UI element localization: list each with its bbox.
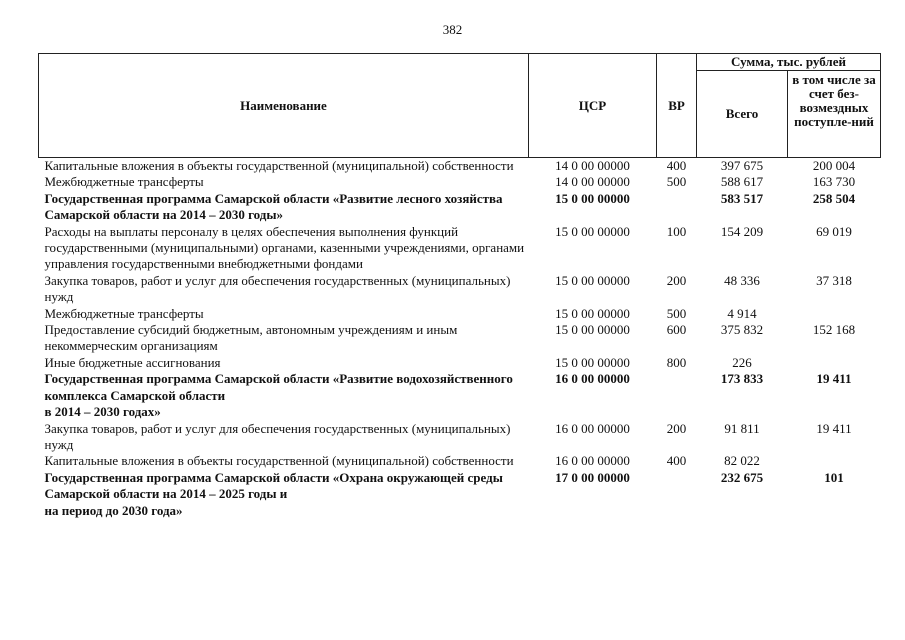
- row-vr: 500: [666, 305, 687, 321]
- row-free: [788, 355, 881, 371]
- row-total: 397 675: [720, 158, 764, 173]
- row-vr: 200: [666, 420, 687, 436]
- header-csr: ЦСР: [529, 54, 657, 158]
- row-vr: [657, 191, 697, 224]
- row-vr: 600: [666, 322, 687, 338]
- header-sum: Сумма, тыс. рублей: [697, 54, 881, 71]
- header-total: Всего: [697, 71, 788, 158]
- table-row: [39, 158, 881, 175]
- row-vr: [657, 470, 697, 519]
- row-csr: 16 0 00 00000: [555, 420, 630, 436]
- row-total: 588 617: [720, 174, 764, 190]
- row-csr: 15 0 00 00000: [555, 305, 630, 321]
- table-row: [39, 306, 881, 322]
- row-total: 226: [732, 354, 752, 370]
- row-free: [788, 453, 881, 469]
- row-total: 91 811: [724, 420, 760, 436]
- row-csr: 15 0 00 00000: [555, 354, 630, 370]
- row-csr: 14 0 00 00000: [555, 174, 630, 190]
- row-name: Государственная программа Самарской области «Развитие водохозяйственного комплекса Самарской области в 2014 – 2030 годах»: [44, 371, 513, 420]
- table-row: [39, 470, 881, 519]
- row-csr: 16 0 00 00000: [555, 371, 630, 387]
- table-header: [39, 54, 881, 158]
- row-name: Межбюджетные трансферты: [44, 305, 204, 321]
- row-vr: 500: [666, 174, 687, 190]
- row-csr: 15 0 00 00000: [555, 272, 630, 288]
- row-free: 37 318: [816, 272, 852, 288]
- row-total: 154 209: [720, 223, 764, 239]
- row-csr: 15 0 00 00000: [555, 322, 630, 338]
- row-vr: 400: [666, 453, 687, 469]
- row-vr: 400: [666, 158, 687, 173]
- table-row: [39, 224, 881, 273]
- row-name: Государственная программа Самарской области «Охрана окружающей среды Самарской области на 2014 – 2025 годы и на период до 2030 года»: [44, 469, 503, 518]
- row-free: 69 019: [816, 223, 852, 239]
- table-row: [39, 421, 881, 454]
- header-vr: ВР: [657, 54, 697, 158]
- row-name: Государственная программа Самарской области «Развитие лесного хозяйства Самарской области на 2014 – 2030 годы»: [44, 190, 503, 223]
- table-row: [39, 453, 881, 469]
- row-csr: 15 0 00 00000: [555, 223, 630, 239]
- row-free: [788, 306, 881, 322]
- row-total: 583 517: [720, 190, 764, 206]
- row-vr: 800: [666, 354, 687, 370]
- row-free: 19 411: [816, 371, 852, 387]
- table-row: [39, 322, 881, 355]
- row-vr: 100: [666, 223, 687, 239]
- row-vr: [657, 371, 697, 420]
- row-name: Расходы на выплаты персоналу в целях обеспечения выполнения функций государственными (муниципальными) органами, казенными учреждениями, органами управления государственными внебюджетными фондами: [44, 223, 525, 272]
- page-number: 382: [442, 22, 463, 37]
- row-total: 232 675: [720, 469, 764, 485]
- table-row: [39, 174, 881, 190]
- row-total: 48 336: [724, 272, 760, 288]
- table-row: [39, 355, 881, 371]
- row-csr: 15 0 00 00000: [555, 190, 630, 206]
- row-csr: 16 0 00 00000: [555, 453, 630, 469]
- row-free: 163 730: [812, 174, 856, 190]
- table-row: [39, 191, 881, 224]
- row-free: 152 168: [812, 322, 856, 338]
- row-name: Иные бюджетные ассигнования: [44, 354, 221, 370]
- row-name: Капитальные вложения в объекты государственной (муниципальной) собственности: [44, 453, 514, 469]
- table-row: [39, 371, 881, 420]
- row-free: 200 004: [812, 158, 856, 173]
- row-name: Межбюджетные трансферты: [44, 174, 204, 190]
- row-name: Предоставление субсидий бюджетным, автономным учреждениям и иным некоммерческим организациям: [44, 322, 458, 354]
- row-free: 19 411: [816, 420, 852, 436]
- row-name: Закупка товаров, работ и услуг для обеспечения государственных (муниципальных) нужд: [44, 272, 511, 305]
- row-total: 82 022: [724, 453, 760, 469]
- row-free: 258 504: [812, 190, 856, 206]
- header-name: Наименование: [39, 54, 529, 158]
- header-free: в том числе за счет без-возмездных поступле-ний: [788, 71, 881, 158]
- row-csr: 14 0 00 00000: [555, 158, 630, 173]
- table-row: [39, 273, 881, 306]
- row-name: Закупка товаров, работ и услуг для обеспечения государственных (муниципальных) нужд: [44, 420, 511, 452]
- budget-table-container: [38, 53, 880, 519]
- budget-table: [38, 53, 881, 519]
- row-name: Капитальные вложения в объекты государственной (муниципальной) собственности: [44, 158, 514, 173]
- row-total: 375 832: [720, 322, 764, 338]
- row-free: 101: [824, 469, 844, 485]
- row-vr: 200: [666, 272, 687, 288]
- row-total: 173 833: [720, 371, 764, 387]
- table-body: [39, 158, 881, 519]
- row-csr: 17 0 00 00000: [555, 469, 630, 485]
- row-total: 4 914: [727, 305, 757, 321]
